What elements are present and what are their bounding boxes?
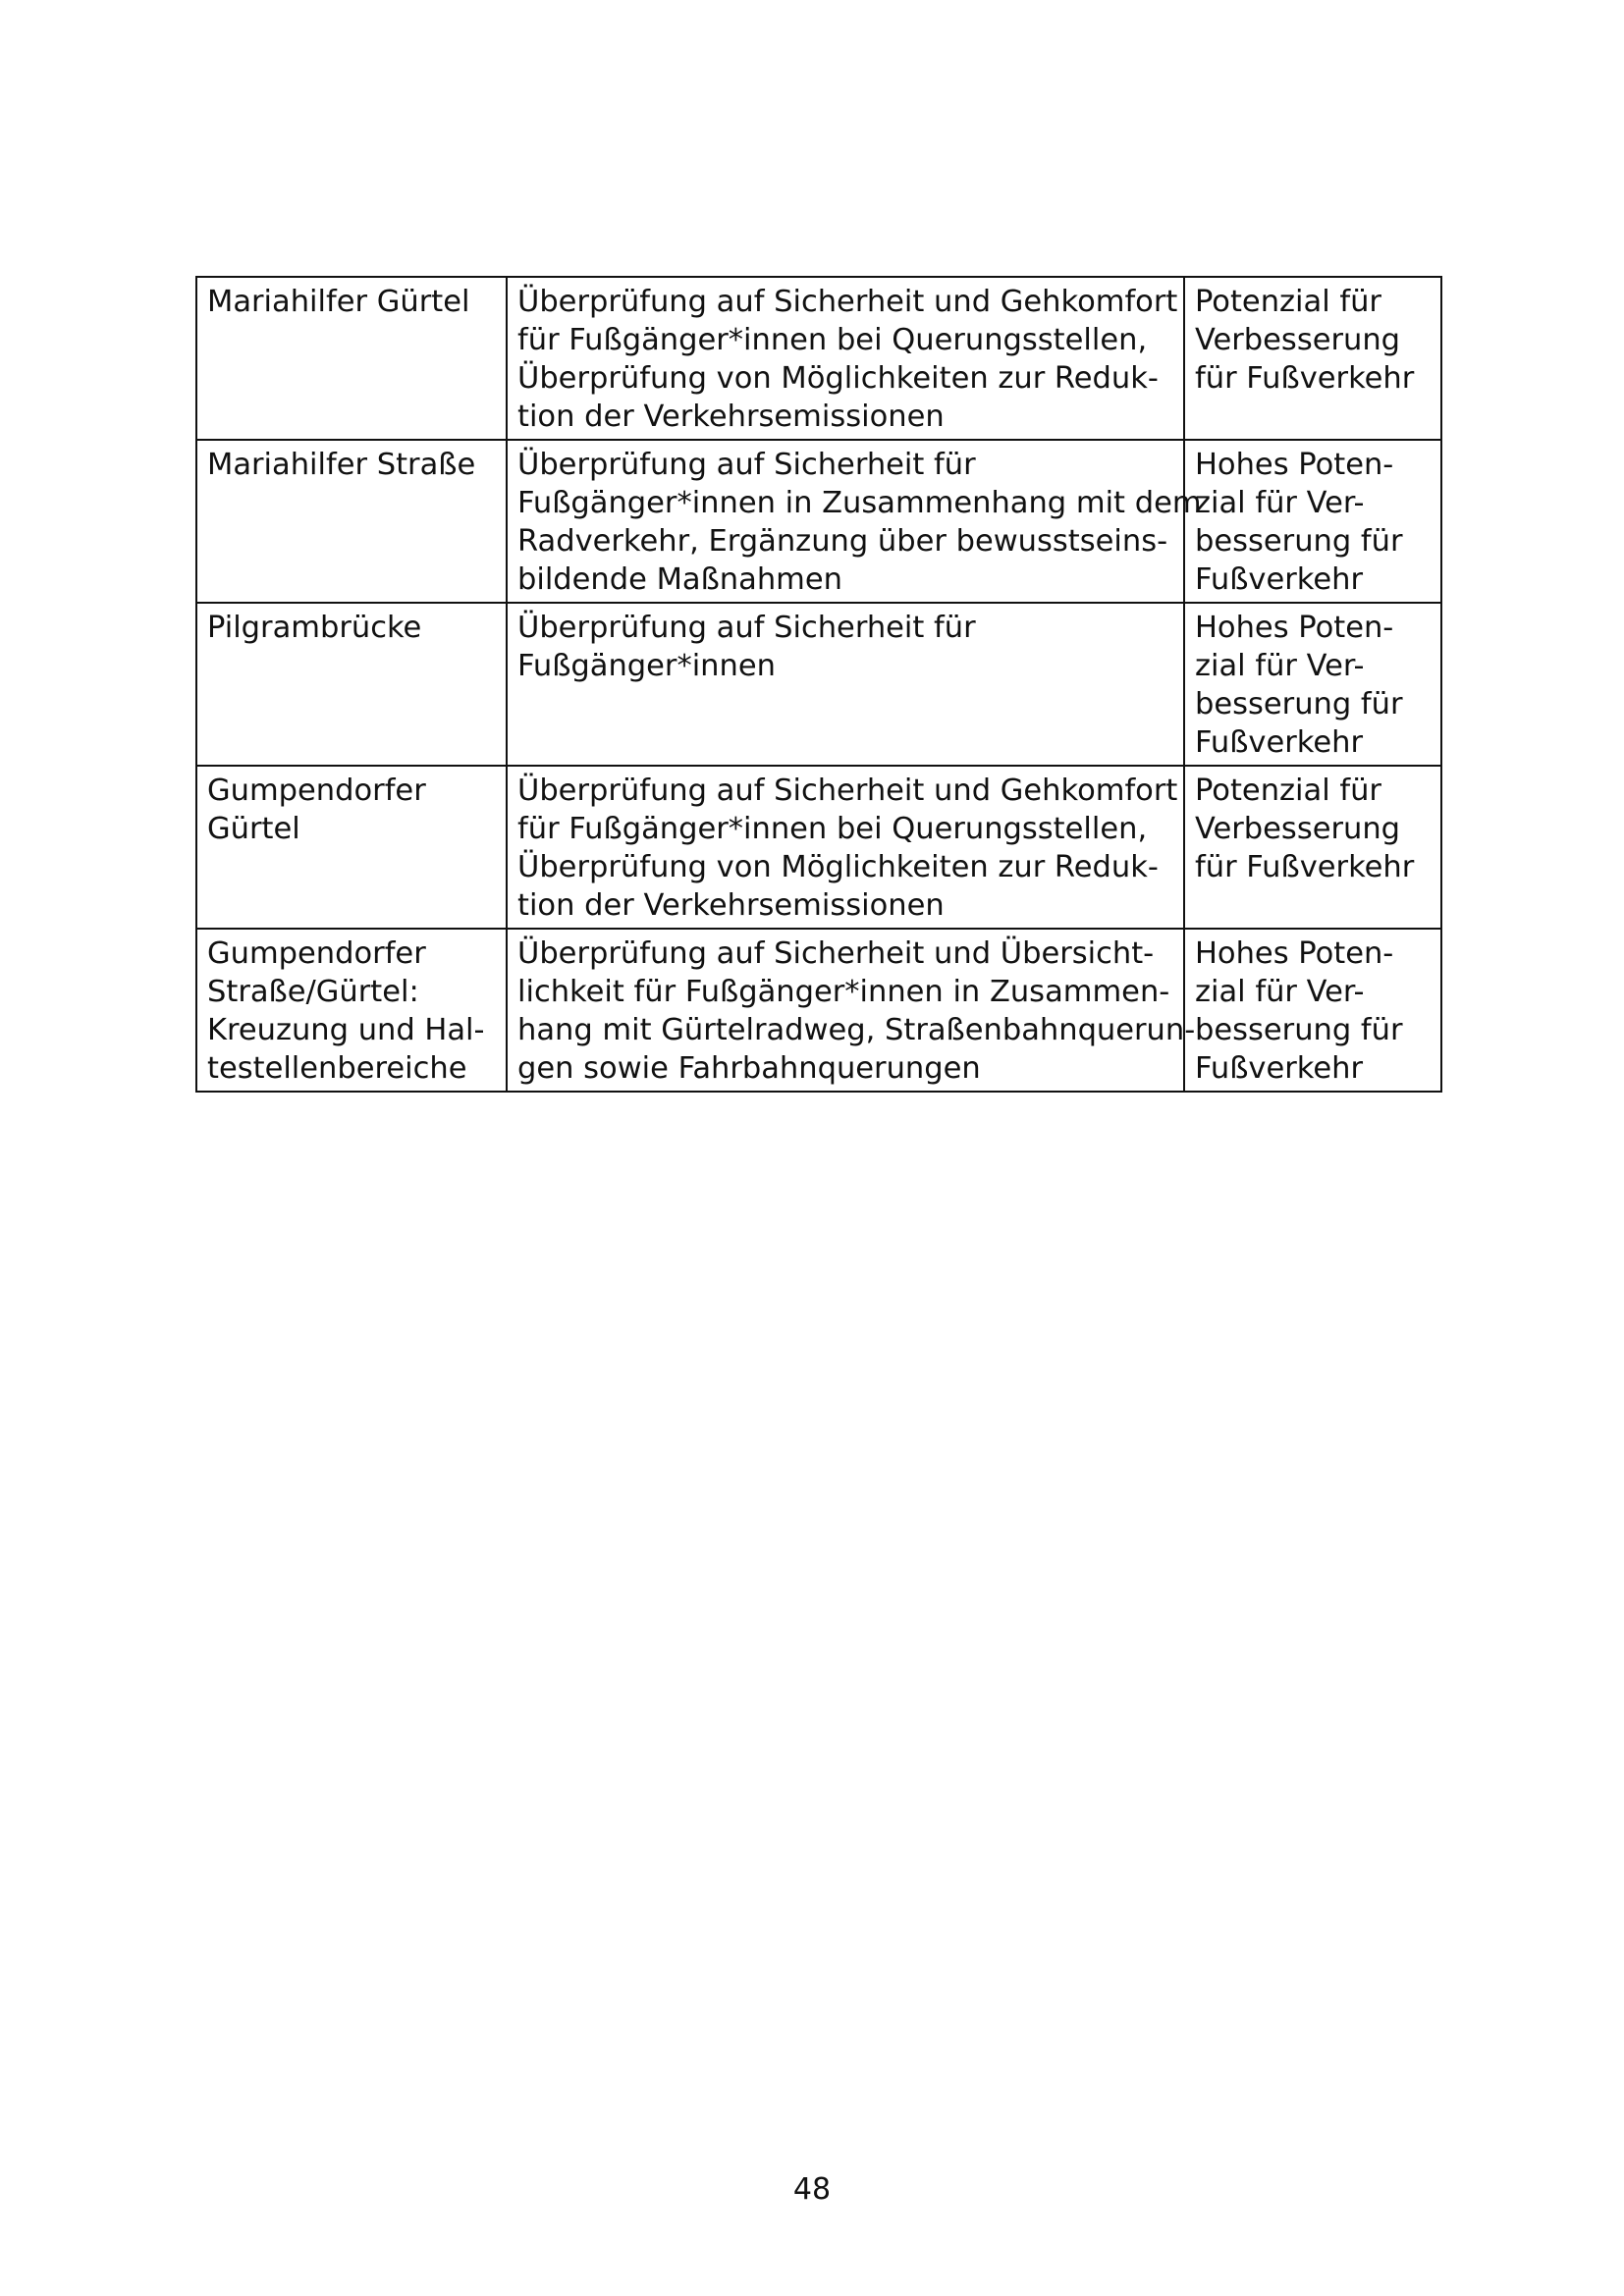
cell-line: Überprüfung auf Sicherheit und Gehkomfort	[517, 774, 1178, 808]
cell-line: für Fußgänger*innen bei Querungsstellen,	[517, 812, 1148, 846]
potential-cell	[1184, 766, 1441, 929]
cell-line: bildende Maßnahmen	[517, 562, 842, 597]
table-row	[196, 440, 1441, 603]
cell-line: besserung für	[1195, 1013, 1403, 1047]
potential-cell	[1184, 440, 1441, 603]
cell-line: Mariahilfer Straße	[207, 448, 476, 482]
location-cell	[196, 440, 507, 603]
cell-line: tion der Verkehrsemissionen	[517, 888, 945, 923]
table-row	[196, 603, 1441, 766]
cell-line: Überprüfung von Möglichkeiten zur Reduk-	[517, 361, 1159, 396]
cell-line: Überprüfung auf Sicherheit für	[517, 448, 976, 482]
table-row	[196, 766, 1441, 929]
measure-cell	[507, 277, 1184, 440]
cell-line: Gürtel	[207, 812, 300, 846]
cell-line: Potenzial für	[1195, 285, 1381, 319]
cell-line: Überprüfung auf Sicherheit und Übersicht-	[517, 936, 1155, 971]
cell-line: tion der Verkehrsemissionen	[517, 400, 945, 434]
cell-line: Verbesserung	[1195, 323, 1401, 357]
cell-line: Straße/Gürtel:	[207, 975, 419, 1009]
location-cell	[196, 277, 507, 440]
cell-line: Überprüfung auf Sicherheit und Gehkomfort	[517, 285, 1178, 319]
cell-line: Gumpendorfer	[207, 774, 426, 808]
potential-cell	[1184, 929, 1441, 1092]
cell-line: für Fußverkehr	[1195, 361, 1415, 396]
measure-cell	[507, 603, 1184, 766]
cell-line: zial für Ver-	[1195, 649, 1365, 683]
location-cell	[196, 766, 507, 929]
table-row	[196, 277, 1441, 440]
cell-line: hang mit Gürtelradweg, Straßenbahnquerun-	[517, 1013, 1196, 1047]
measures-table	[195, 276, 1442, 1093]
cell-line: Überprüfung auf Sicherheit für	[517, 611, 976, 645]
page-number: 48	[792, 2172, 832, 2207]
cell-line: Fußgänger*innen	[517, 649, 776, 683]
cell-line: Hohes Poten-	[1195, 448, 1394, 482]
cell-line: besserung für	[1195, 687, 1403, 721]
measure-cell	[507, 440, 1202, 603]
location-cell	[196, 929, 507, 1092]
cell-line: testellenbereiche	[207, 1051, 467, 1086]
cell-line: zial für Ver-	[1195, 975, 1365, 1009]
measure-cell	[507, 766, 1184, 929]
cell-line: Fußgänger*innen in Zusammenhang mit dem	[517, 486, 1202, 520]
cell-line: Fußverkehr	[1195, 1051, 1363, 1086]
measure-cell	[507, 929, 1196, 1092]
potential-cell	[1184, 277, 1441, 440]
cell-line: für Fußverkehr	[1195, 850, 1415, 884]
cell-line: Hohes Poten-	[1195, 611, 1394, 645]
cell-line: zial für Ver-	[1195, 486, 1365, 520]
cell-line: besserung für	[1195, 524, 1403, 559]
cell-line: Verbesserung	[1195, 812, 1401, 846]
cell-line: Potenzial für	[1195, 774, 1381, 808]
cell-line: Überprüfung von Möglichkeiten zur Reduk-	[517, 850, 1159, 884]
cell-line: Kreuzung und Hal-	[207, 1013, 485, 1047]
cell-line: Mariahilfer Gürtel	[207, 285, 470, 319]
potential-cell	[1184, 603, 1441, 766]
cell-line: für Fußgänger*innen bei Querungsstellen,	[517, 323, 1148, 357]
cell-line: lichkeit für Fußgänger*innen in Zusammen-	[517, 975, 1170, 1009]
table-row	[196, 929, 1441, 1092]
cell-line: Hohes Poten-	[1195, 936, 1394, 971]
cell-line: Gumpendorfer	[207, 936, 426, 971]
location-cell	[196, 603, 507, 766]
cell-line: Fußverkehr	[1195, 562, 1363, 597]
cell-line: Radverkehr, Ergänzung über bewusstseins-	[517, 524, 1168, 559]
cell-line: Fußverkehr	[1195, 725, 1363, 760]
cell-line: gen sowie Fahrbahnquerungen	[517, 1051, 981, 1086]
cell-line: Pilgrambrücke	[207, 611, 422, 645]
